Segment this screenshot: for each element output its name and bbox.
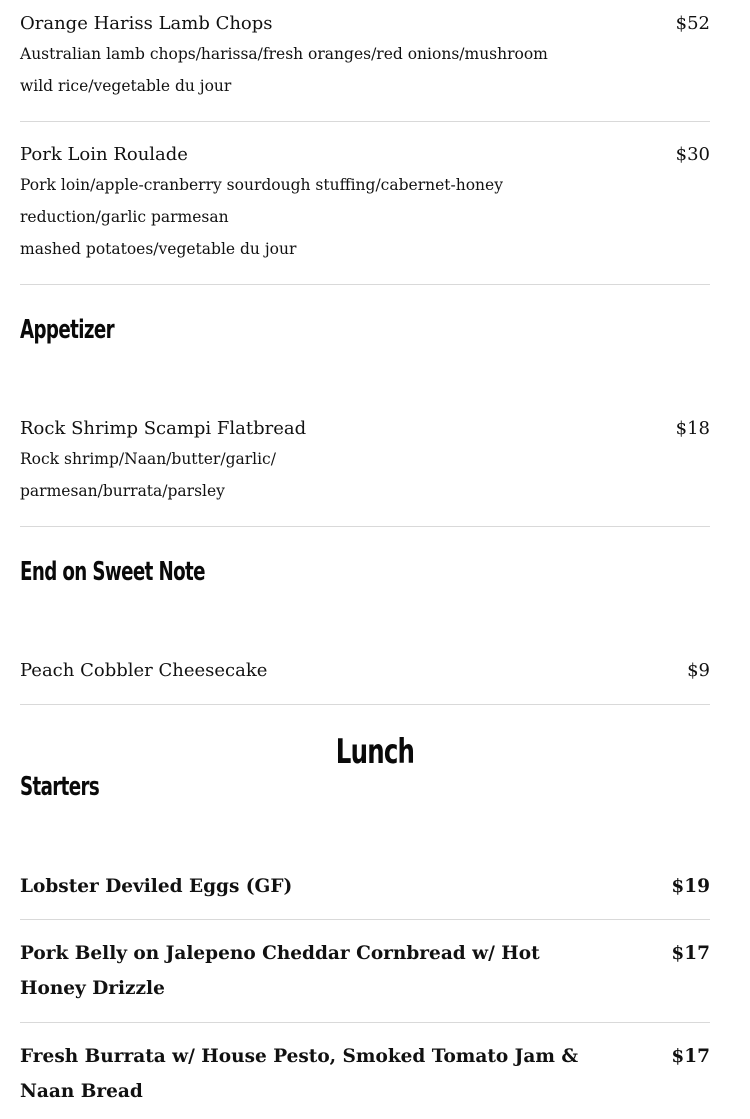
dessert-heading: End on Sweet Note xyxy=(20,557,205,587)
item-price: $17 xyxy=(671,1046,710,1067)
menu-item-burrata xyxy=(20,1039,710,1119)
item-name: Pork Belly on Jalepeno Cheddar Cornbread w/ Hot Honey Drizzle xyxy=(20,943,540,999)
lunch-section-title xyxy=(0,732,750,772)
item-name: Peach Cobbler Cheesecake xyxy=(20,660,268,681)
menu-item-pork-loin xyxy=(20,143,710,285)
starters-heading: Starters xyxy=(20,772,100,802)
description-line: Australian lamb chops/harissa/fresh oranges/red onions/mushroom xyxy=(20,45,548,63)
item-description xyxy=(20,443,580,507)
item-name: Lobster Deviled Eggs (GF) xyxy=(20,876,293,897)
item-name: Rock Shrimp Scampi Flatbread xyxy=(20,418,307,439)
item-price: $9 xyxy=(687,660,710,681)
item-price: $52 xyxy=(675,13,710,34)
description-line: parmesan/burrata/parsley xyxy=(20,482,225,500)
item-name: Orange Hariss Lamb Chops xyxy=(20,13,273,34)
item-name: Pork Loin Roulade xyxy=(20,144,188,165)
description-line: Pork loin/apple-cranberry sourdough stuffing/cabernet-honey xyxy=(20,176,503,194)
item-price: $18 xyxy=(675,418,710,439)
lunch-title-text: Lunch xyxy=(335,732,415,772)
description-line: mashed potatoes/vegetable du jour xyxy=(20,240,297,258)
item-price: $30 xyxy=(675,144,710,165)
item-description xyxy=(20,169,580,265)
menu-item-lamb-chops xyxy=(20,12,710,122)
item-description xyxy=(20,38,580,102)
menu-item-cheesecake xyxy=(20,659,710,705)
description-line: reduction/garlic parmesan xyxy=(20,208,229,226)
item-price: $19 xyxy=(671,876,710,897)
item-name: Fresh Burrata w/ House Pesto, Smoked Tomato Jam & Naan Bread xyxy=(20,1046,579,1102)
menu-item-pork-belly xyxy=(20,936,710,1023)
appetizer-heading: Appetizer xyxy=(20,315,114,345)
menu-item-flatbread xyxy=(20,417,710,527)
item-price: $17 xyxy=(671,943,710,964)
menu-item-deviled-eggs xyxy=(20,869,710,920)
description-line: Rock shrimp/Naan/butter/garlic/ xyxy=(20,450,276,468)
description-line: wild rice/vegetable du jour xyxy=(20,77,232,95)
